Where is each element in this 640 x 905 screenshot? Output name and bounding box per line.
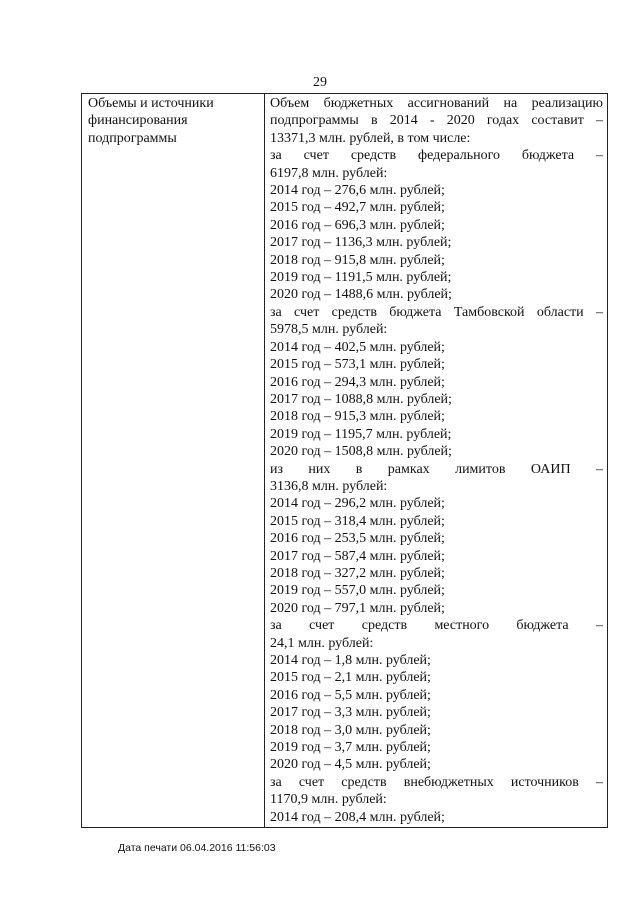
funding-line: 2014 год – 402,5 млн. рублей; — [270, 339, 445, 355]
row-label-line: финансирования — [88, 113, 188, 129]
funding-line: 2018 год – 327,2 млн. рублей; — [270, 565, 445, 581]
funding-line: подпрограммы в 2014 - 2020 годах составит – — [270, 113, 603, 129]
funding-line: 3136,8 млн. рублей: — [270, 478, 388, 494]
funding-line: 2014 год – 1,8 млн. рублей; — [270, 653, 431, 668]
funding-line: 1170,9 млн. рублей: — [270, 792, 387, 808]
funding-line: за счет средств федерального бюджета – — [270, 148, 603, 164]
funding-line: 2014 год – 208,4 млн. рублей; — [270, 809, 445, 825]
row-value-lines — [270, 95, 603, 826]
funding-line: 2018 год – 915,8 млн. рублей; — [270, 252, 445, 268]
row-value-cell — [265, 94, 608, 828]
funding-line: 2019 год – 1191,5 млн. рублей; — [270, 270, 452, 286]
funding-line: 2019 год – 3,7 млн. рублей; — [270, 740, 431, 756]
page-number: 29 — [313, 75, 327, 90]
funding-line: 2020 год – 4,5 млн. рублей; — [270, 757, 431, 773]
funding-line: 2016 год – 253,5 млн. рублей; — [270, 531, 445, 547]
funding-line: 2015 год – 2,1 млн. рублей; — [270, 670, 431, 686]
funding-line: 5978,5 млн. рублей: — [270, 322, 388, 338]
funding-line: 2017 год – 3,3 млн. рублей; — [270, 705, 431, 721]
funding-line: 2018 год – 3,0 млн. рублей; — [270, 722, 431, 738]
funding-line: 2018 год – 915,3 млн. рублей; — [270, 409, 445, 425]
funding-line: 2020 год – 1508,8 млн. рублей; — [270, 444, 452, 460]
funding-line: 24,1 млн. рублей: — [270, 635, 374, 651]
funding-line: 2020 год – 797,1 млн. рублей; — [270, 600, 445, 616]
funding-line: Объем бюджетных ассигнований на реализацию — [270, 96, 603, 111]
funding-line: 2016 год – 696,3 млн. рублей; — [270, 217, 445, 233]
funding-line: 2019 год – 1195,7 млн. рублей; — [270, 426, 452, 442]
table-row — [82, 94, 608, 828]
row-label-line: Объемы и источники — [88, 96, 214, 111]
funding-line: из них в рамках лимитов ОАИП – — [270, 461, 603, 477]
row-label-cell — [82, 94, 265, 828]
funding-line: 2014 год – 276,6 млн. рублей; — [270, 183, 445, 199]
funding-line: 2015 год – 492,7 млн. рублей; — [270, 200, 445, 216]
row-label-line: подпрограммы — [88, 130, 177, 146]
funding-line: 13371,3 млн. рублей, в том числе: — [270, 130, 471, 146]
funding-line: 2015 год – 573,1 млн. рублей; — [270, 357, 445, 373]
funding-line: 2016 год – 5,5 млн. рублей; — [270, 687, 431, 703]
funding-line: 2017 год – 1088,8 млн. рублей; — [270, 391, 452, 407]
passport-table — [81, 93, 608, 828]
funding-line: за счет средств местного бюджета – — [270, 618, 603, 634]
funding-line: 2017 год – 1136,3 млн. рублей; — [270, 235, 452, 251]
funding-line: за счет средств бюджета Тамбовской области – — [270, 304, 603, 320]
funding-line: 2015 год – 318,4 млн. рублей; — [270, 513, 445, 529]
funding-line: 2017 год – 587,4 млн. рублей; — [270, 548, 445, 564]
row-label-lines — [88, 95, 258, 147]
funding-line: за счет средств внебюджетных источников – — [270, 774, 603, 790]
funding-line: 2019 год – 557,0 млн. рублей; — [270, 583, 445, 599]
funding-line: 2020 год – 1488,6 млн. рублей; — [270, 287, 452, 303]
funding-line: 6197,8 млн. рублей: — [270, 165, 388, 181]
print-date-footer: Дата печати 06.04.2016 11:56:03 — [118, 842, 276, 854]
funding-line: 2014 год – 296,2 млн. рублей; — [270, 496, 445, 512]
funding-line: 2016 год – 294,3 млн. рублей; — [270, 374, 445, 390]
